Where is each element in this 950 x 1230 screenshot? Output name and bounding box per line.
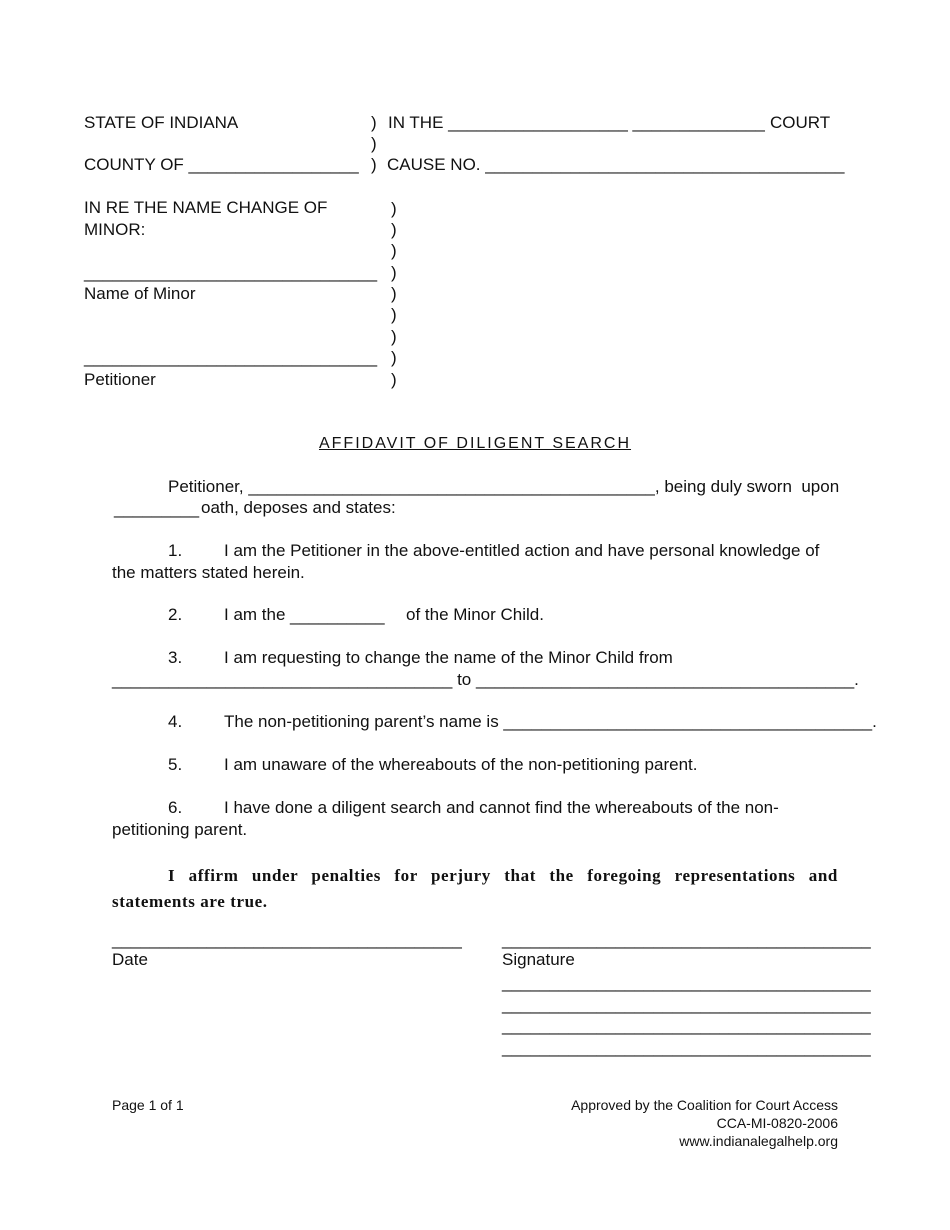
address-line[interactable]: _______________________________________ — [502, 1038, 871, 1057]
item-2-text: I am the — [224, 605, 286, 624]
item-6-text-cont: petitioning parent. — [112, 820, 248, 839]
caption-paren: ) — [371, 155, 377, 174]
parent-name-field[interactable]: The non-petitioning parent’s name is _______________________________________. — [224, 712, 877, 731]
item-number: 3. — [168, 648, 183, 667]
intro-line: Petitioner, ___________________________________________, being duly sworn upon — [168, 477, 840, 496]
item-number: 2. — [168, 605, 183, 624]
caption-paren: ) — [391, 199, 397, 218]
name-change-fields[interactable]: ____________________________________ to ________________________________________. — [112, 670, 859, 689]
caption-paren: ) — [391, 327, 397, 346]
relationship-field[interactable]: __________ — [290, 606, 385, 625]
intro-line-2: oath, deposes and states: — [201, 498, 396, 517]
in-re-heading-2: MINOR: — [84, 220, 146, 239]
address-line[interactable]: _______________________________________ — [502, 995, 871, 1014]
item-2-text-cont: of the Minor Child. — [406, 605, 544, 624]
form-id: CCA-MI-0820-2006 — [716, 1115, 838, 1131]
approval-note: Approved by the Coalition for Court Access — [571, 1097, 838, 1113]
item-3-text: I am requesting to change the name of the Minor Child from — [224, 648, 673, 667]
item-number: 6. — [168, 798, 183, 817]
signature-label: Signature — [502, 950, 575, 969]
court-label: COURT — [770, 113, 831, 132]
document-title: AFFIDAVIT OF DILIGENT SEARCH — [318, 435, 632, 452]
caption-paren: ) — [391, 370, 397, 389]
address-line[interactable]: _______________________________________ — [502, 1016, 871, 1035]
cause-number-field[interactable]: CAUSE NO. ______________________________________ — [387, 155, 845, 174]
item-1-text: I am the Petitioner in the above-entitled action and have personal knowledge of — [224, 541, 820, 560]
caption-paren: ) — [391, 284, 397, 303]
item-number: 1. — [168, 541, 183, 560]
caption-paren: ) — [391, 305, 397, 324]
minor-name-field[interactable]: _______________________________ — [84, 263, 378, 282]
county-field[interactable]: COUNTY OF __________________ — [84, 155, 359, 174]
item-number: 4. — [168, 712, 183, 731]
caption-paren: ) — [391, 241, 397, 260]
affirmation-statement: I affirm under penalties for perjury that the foregoing representations and statements are true. — [112, 866, 838, 911]
item-1-text-cont: the matters stated herein. — [112, 563, 305, 582]
minor-name-label: Name of Minor — [84, 284, 196, 303]
signature-field[interactable]: _______________________________________ — [502, 930, 871, 949]
item-6-text: I have done a diligent search and cannot find the whereabouts of the non- — [224, 798, 779, 817]
caption-paren: ) — [371, 134, 377, 153]
petitioner-field[interactable]: _______________________________ — [84, 348, 378, 367]
address-line[interactable]: _______________________________________ — [502, 973, 871, 992]
caption-paren: ) — [391, 348, 397, 367]
date-field[interactable]: _____________________________________ — [112, 930, 462, 949]
page-number: Page 1 of 1 — [112, 1097, 184, 1113]
intro-blank[interactable]: _________ — [114, 499, 200, 518]
website-link[interactable]: www.indianalegalhelp.org — [679, 1133, 838, 1149]
item-number: 5. — [168, 755, 183, 774]
date-label: Date — [112, 950, 148, 969]
item-5-text: I am unaware of the whereabouts of the non-petitioning parent. — [224, 755, 698, 774]
state-label: STATE OF INDIANA — [84, 113, 239, 132]
petitioner-label: Petitioner — [84, 370, 156, 389]
caption-paren: ) — [371, 113, 377, 132]
caption-paren: ) — [391, 220, 397, 239]
caption-paren: ) — [391, 263, 397, 282]
court-name-field[interactable]: IN THE ___________________ ______________ — [388, 113, 765, 132]
in-re-heading: IN RE THE NAME CHANGE OF — [84, 198, 328, 217]
